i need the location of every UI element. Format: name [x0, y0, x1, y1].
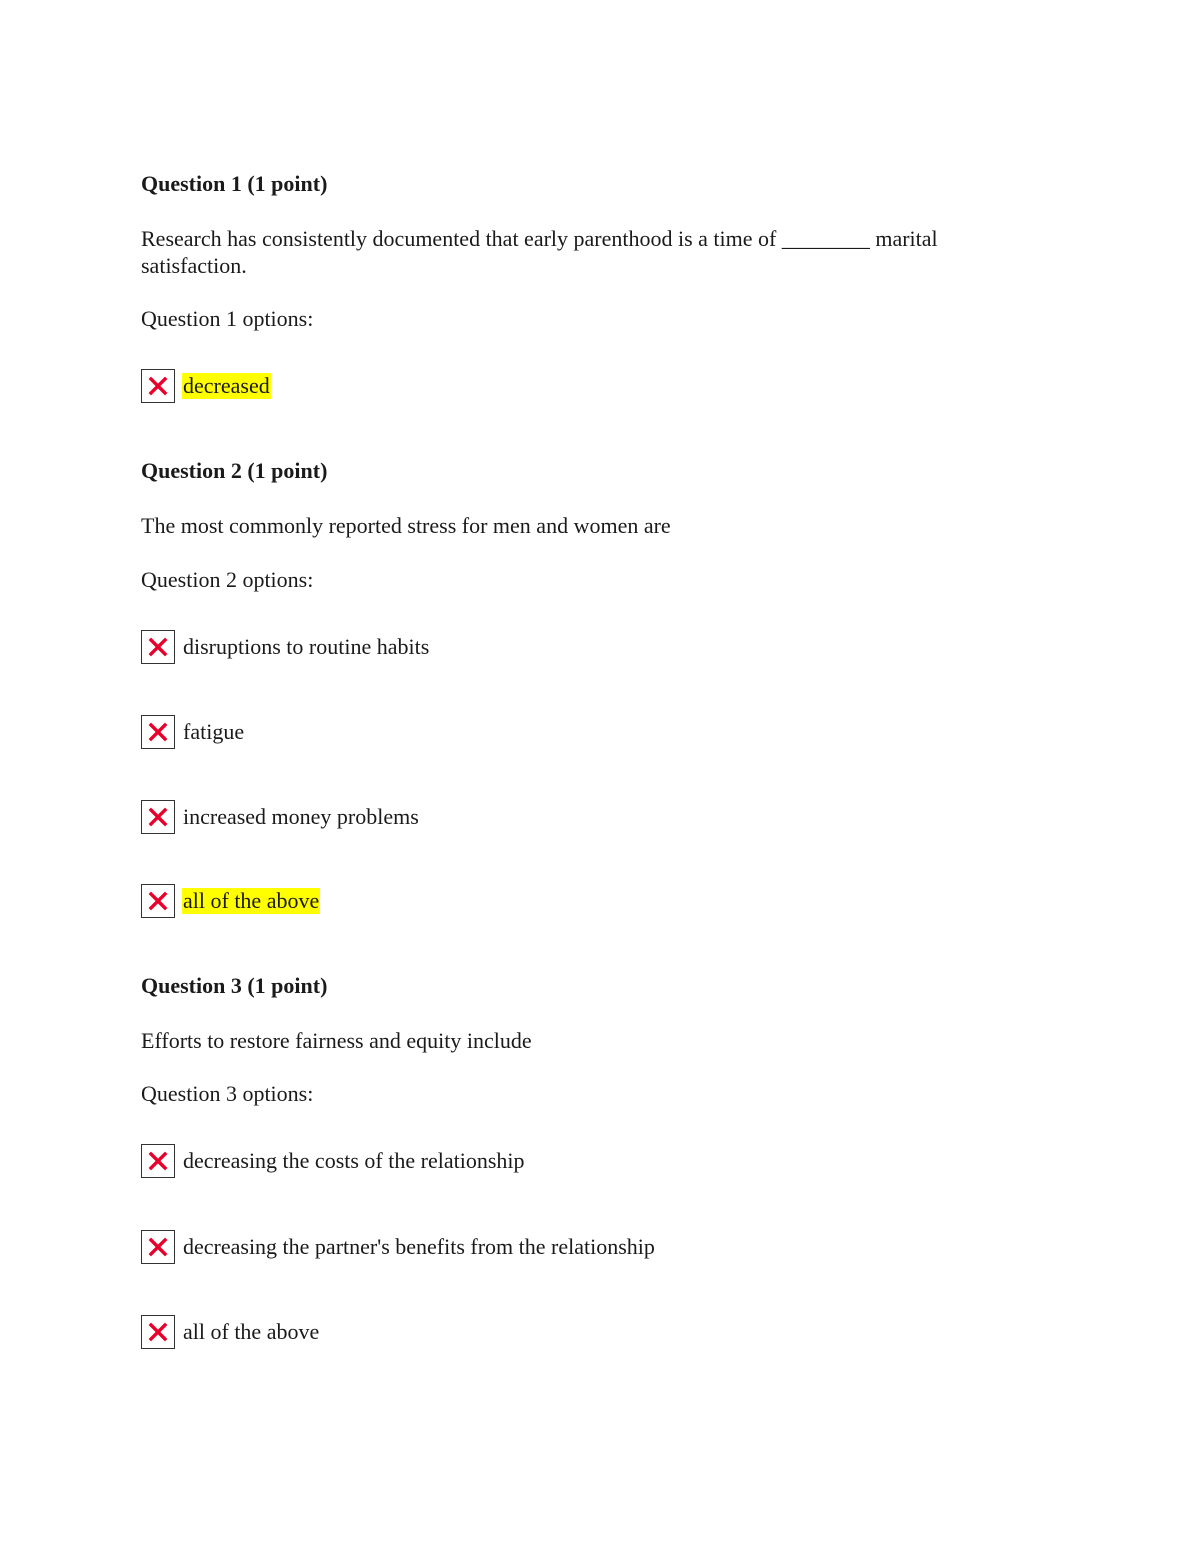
option-label: all of the above — [183, 888, 320, 913]
option-item — [141, 368, 271, 404]
red-x-icon — [141, 800, 175, 834]
question-text: Research has consistently documented that early parenthood is a time of ________ marital satisfaction. — [141, 226, 938, 278]
question-heading: Question 3 (1 point) — [141, 973, 328, 998]
red-x-icon — [141, 1144, 175, 1178]
option-item — [141, 714, 245, 750]
option-label: decreased — [183, 373, 270, 398]
options-label: Question 2 options: — [141, 567, 314, 592]
red-x-icon — [141, 884, 175, 918]
red-x-icon — [141, 630, 175, 664]
question-heading: Question 2 (1 point) — [141, 458, 328, 483]
red-x-icon — [141, 1230, 175, 1264]
question-text: Efforts to restore fairness and equity include — [141, 1028, 532, 1053]
options-label: Question 1 options: — [141, 306, 314, 331]
option-label: all of the above — [183, 1319, 320, 1344]
red-x-icon — [141, 369, 175, 403]
question-text: The most commonly reported stress for men and women are — [141, 513, 671, 538]
option-label: decreasing the partner's benefits from the relationship — [183, 1234, 655, 1259]
option-item — [141, 1143, 526, 1179]
option-label: fatigue — [183, 719, 245, 744]
red-x-icon — [141, 715, 175, 749]
option-item — [141, 629, 430, 665]
option-label: increased money problems — [183, 804, 419, 829]
question-heading: Question 1 (1 point) — [141, 171, 328, 196]
red-x-icon — [141, 1315, 175, 1349]
option-label: disruptions to routine habits — [183, 634, 430, 659]
option-item — [141, 1314, 320, 1350]
options-label: Question 3 options: — [141, 1081, 314, 1106]
option-item — [141, 883, 320, 919]
option-label: decreasing the costs of the relationship — [183, 1148, 525, 1173]
option-item — [141, 799, 420, 835]
option-item — [141, 1229, 656, 1265]
